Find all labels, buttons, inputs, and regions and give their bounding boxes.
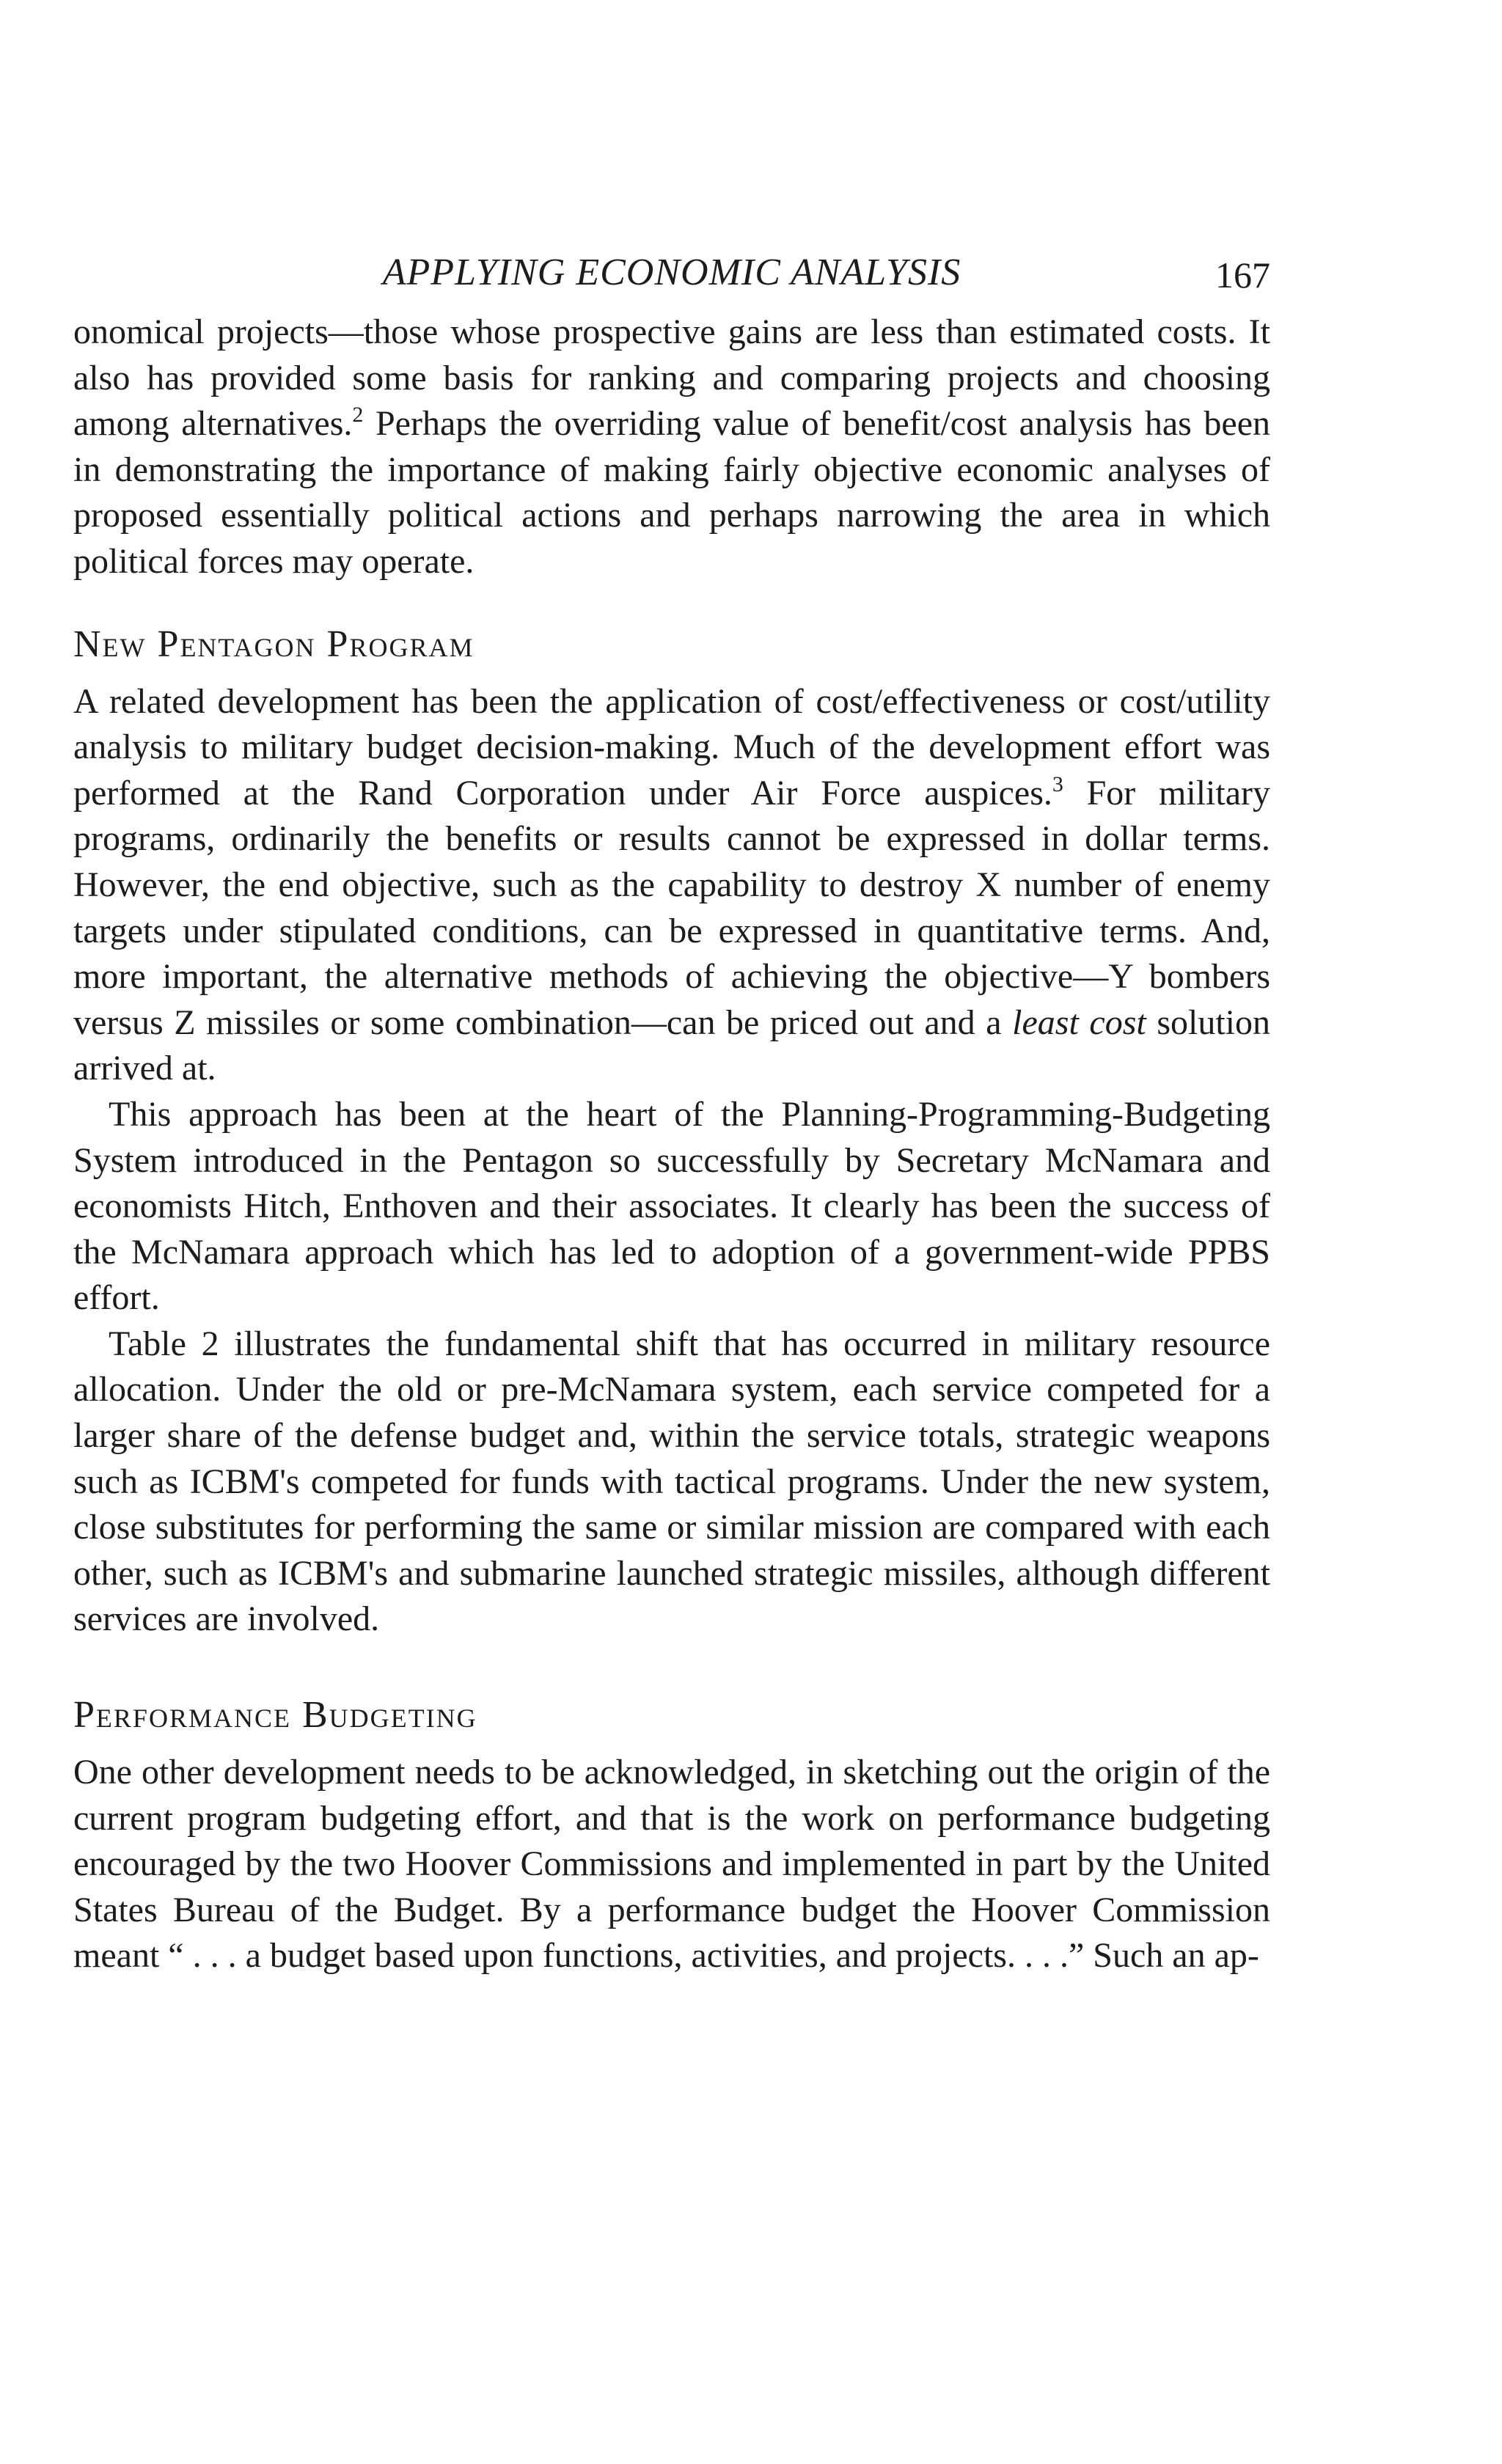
emphasis-least-cost: least cost (1012, 1002, 1146, 1042)
paragraph-text: Perhaps the overriding value of benefit/cost analysis has been in demonstrating the importance of making fairly objective economic analyses of proposed essentially political actions and perhaps narrowing the area in which political forces may operate. (73, 404, 1270, 581)
running-title: APPLYING ECONOMIC ANALYSIS (382, 252, 961, 293)
running-head (73, 242, 1270, 308)
paragraph-cost-effectiveness (73, 679, 1270, 1092)
footnote-ref-2[interactable]: 2 (352, 403, 364, 428)
paragraph-ppbs: This approach has been at the heart of the Planning-Programming-Budgeting System introduced in the Pentagon so successfully by Secretary McNamara and economists Hitch, Enthoven and their associates. It clearly has been the success of the McNamara approach which has led to adoption of a government-wide PPBS effort. (73, 1094, 1270, 1318)
paragraph-text: solution arrived at. (73, 1002, 1271, 1088)
footnote-ref-3[interactable]: 3 (1052, 771, 1063, 796)
page-number: 167 (1215, 254, 1270, 296)
section-heading-new-pentagon-program: New Pentagon Program (73, 623, 475, 665)
paragraph-table-2: Table 2 illustrates the fundamental shift that has occurred in military resource allocation. Under the old or pre-McNamara system, each service competed for a larger share of the defense budget and, within the service totals, strategic weapons such as ICBM's competed for funds with tactical programs. Under the new system, close substitutes for performing the same or similar mission are compared with each other, such as ICBM's and submarine launched strategic missiles, although different services are involved. (73, 1324, 1270, 1639)
paragraph-text: onomical projects—those whose prospective gains are less than estimated costs. It also has provided some basis for ranking and comparing projects and choosing among alternatives. (73, 312, 1270, 444)
paragraph-performance-budget: One other development needs to be acknowledged, in sketching out the origin of the current program budgeting effort, and that is the work on performance budgeting encouraged by the two Hoover Commissions and implemented in part by the United States Bureau of the Budget. By a performance budget the Hoover Commission meant “ . . . a budget based upon functions, activities, and projects. . . .” Such an ap- (73, 1753, 1270, 1976)
paragraph-text: A related development has been the application of cost/effectiveness or cost/utility analysis to military budget decision-making. Much of the development effort was performed at the Rand Corporation under Air Force auspices. (73, 681, 1270, 813)
book-page (73, 242, 1270, 1979)
section-heading-performance-budgeting: Performance Budgeting (73, 1694, 477, 1737)
paragraph-text: For military programs, ordinarily the benefits or results cannot be expressed in dollar terms. However, the end objective, such as the capability to destroy X number of enemy targets under stipulated conditions, can be expressed in quantitative terms. And, more important, the alternative methods of achieving the objective—Y bombers versus Z missiles or some combination—can be priced out and a (73, 773, 1270, 1042)
paragraph-benefit-cost (73, 309, 1270, 585)
